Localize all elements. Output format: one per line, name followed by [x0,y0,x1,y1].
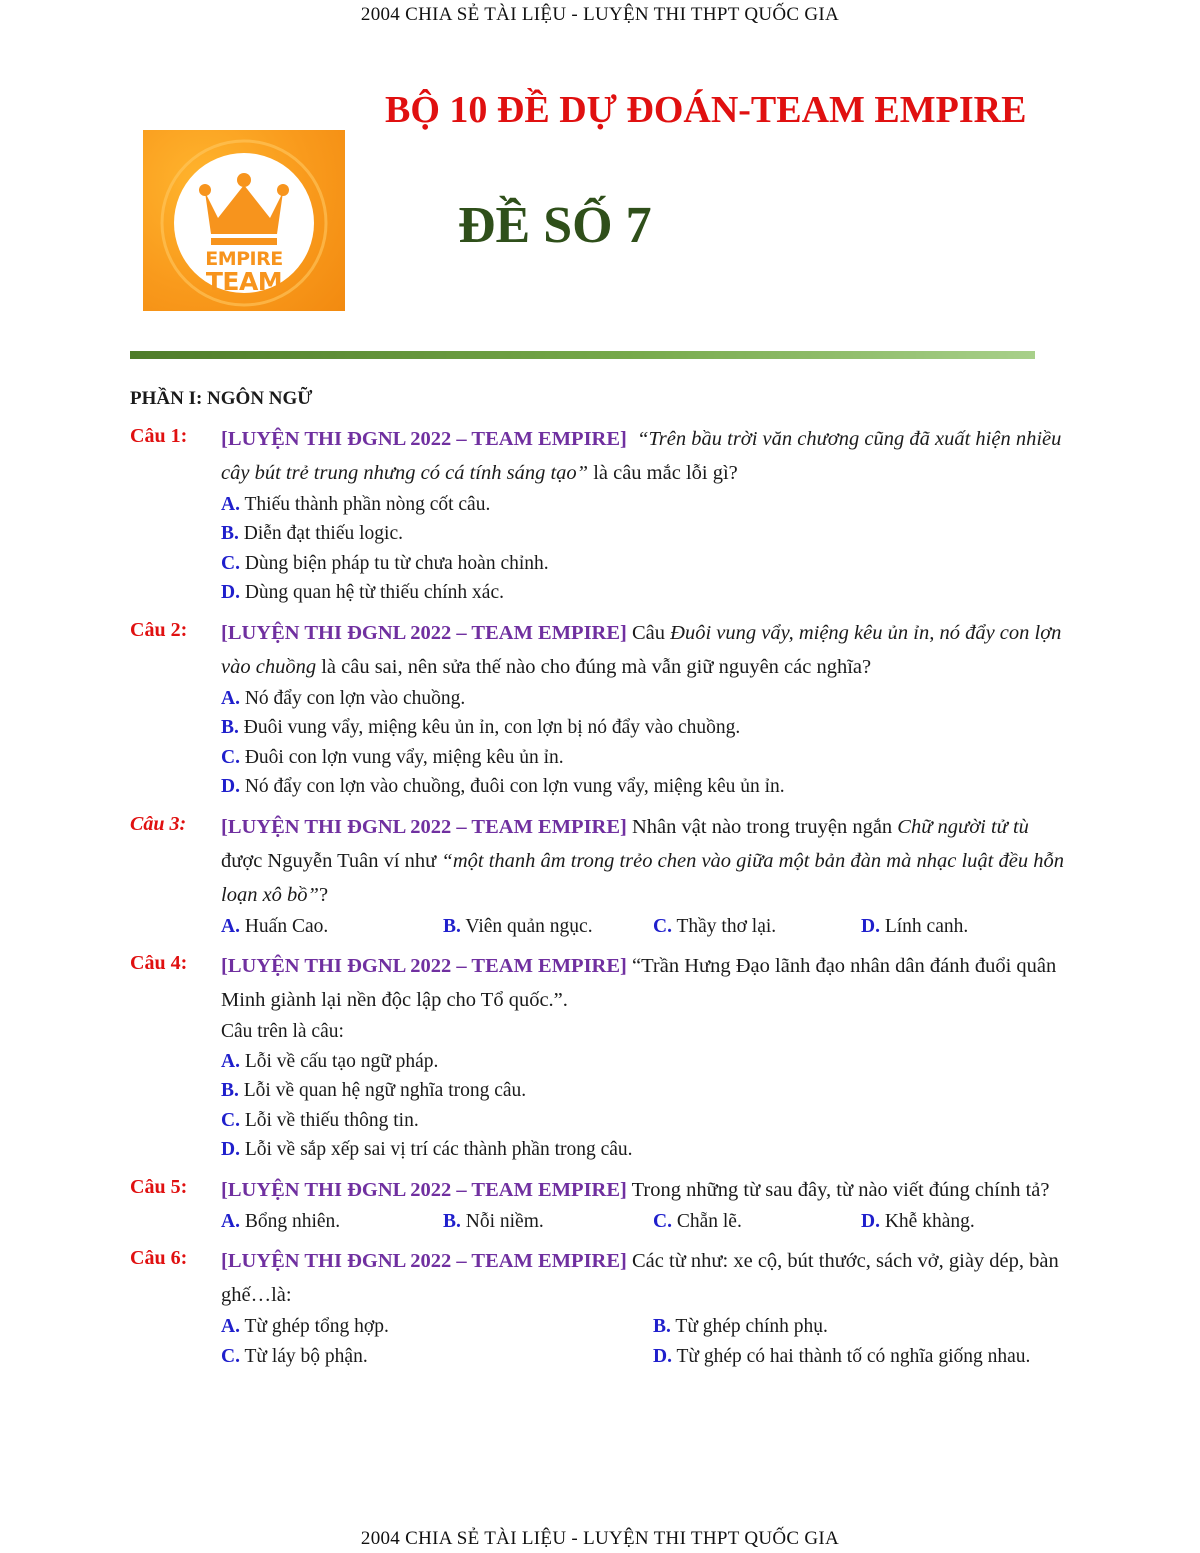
option-a: A. Thiếu thành phần nòng cốt câu. [221,493,491,515]
question-4 [130,949,1075,1165]
option-c: C. Lỗi về thiếu thông tin. [221,1109,419,1131]
question-tag: [LUYỆN THI ĐGNL 2022 – TEAM EMPIRE] [221,815,627,838]
running-header: 2004 CHIA SẺ TÀI LIỆU - LUYỆN THI THPT QUỐC GIA [360,4,840,25]
options-row [221,1207,1075,1237]
exam-number: ĐỀ SỐ 7 [458,197,652,254]
part-heading: PHẦN I: NGÔN NGỮ [130,388,313,409]
option-c: C. Chẵn lẽ. [653,1210,742,1232]
options-row [221,912,1075,942]
option-d: D. Dùng quan hệ từ thiếu chính xác. [221,582,504,603]
exam-content [130,384,1075,1379]
question-text: [LUYỆN THI ĐGNL 2022 – TEAM EMPIRE] Các từ như: xe cộ, bút thước, sách vở, giày dép, bàn ghế…là: [221,1250,1059,1306]
logo-text-team: TEAM [205,267,283,296]
question-5 [130,1173,1075,1237]
option-d: D. Lính canh. [861,915,969,937]
question-tag: [LUYỆN THI ĐGNL 2022 – TEAM EMPIRE] [221,621,627,644]
option-d: D. Nó đẩy con lợn vào chuồng, đuôi con lợn vung vẩy, miệng kêu ủn ỉn. [221,776,785,797]
question-text: [LUYỆN THI ĐGNL 2022 – TEAM EMPIRE] “Trên bầu trời văn chương cũng đã xuất hiện nhiều cây bút trẻ trung nhưng có cá tính sáng tạo” là câu mắc lỗi gì? [221,427,1062,484]
option-c: C. Từ láy bộ phận. [221,1345,368,1367]
question-1 [130,422,1075,608]
question-label: Câu 2: [130,618,188,641]
question-label: Câu 6: [130,1247,188,1269]
document-title: BỘ 10 ĐỀ DỰ ĐOÁN-TEAM EMPIRE [385,89,1027,131]
option-c: C. Thầy thơ lại. [653,915,777,937]
option-c: C. Đuôi con lợn vung vẩy, miệng kêu ủn ỉn. [221,746,564,768]
option-b: B. Đuôi vung vẩy, miệng kêu ủn ỉn, con lợn bị nó đẩy vào chuồng. [221,717,741,738]
question-label: Câu 4: [130,952,188,974]
question-label: Câu 3: [130,812,187,835]
question-text: [LUYỆN THI ĐGNL 2022 – TEAM EMPIRE] Nhân vật nào trong truyện ngắn Chữ người tử tù được Nguyễn Tuân ví như “một thanh âm trong trẻo chen vào giữa một bản đàn mà nhạc luật đều hỗn loạn xô bồ”? [221,815,1064,906]
option-a: A. Bổng nhiên. [221,1210,341,1232]
question-3 [130,810,1075,942]
running-footer: 2004 CHIA SẺ TÀI LIỆU - LUYỆN THI THPT QUỐC GIA [360,1528,840,1549]
option-d: D. Từ ghép có hai thành tố có nghĩa giống nhau. [653,1345,1031,1367]
question-tag: [LUYỆN THI ĐGNL 2022 – TEAM EMPIRE] [221,1250,627,1272]
question-text: [LUYỆN THI ĐGNL 2022 – TEAM EMPIRE] Câu Đuôi vung vẩy, miệng kêu ủn ỉn, nó đẩy con lợn vào chuồng là câu sai, nên sửa thế nào cho đúng mà vẫn giữ nguyên các nghĩa? [221,621,1062,678]
question-prompt: Câu trên là câu: [221,1021,344,1042]
option-b: B. Từ ghép chính phụ. [653,1316,828,1337]
question-label: Câu 5: [130,1175,188,1198]
question-text: [LUYỆN THI ĐGNL 2022 – TEAM EMPIRE] “Trần Hưng Đạo lãnh đạo nhân dân đánh đuổi quân Minh giành lại nền độc lập cho Tổ quốc.”. [221,955,1057,1011]
divider-rule [130,351,1035,359]
question-tag: [LUYỆN THI ĐGNL 2022 – TEAM EMPIRE] [221,427,627,450]
question-tag: [LUYỆN THI ĐGNL 2022 – TEAM EMPIRE] [221,1178,627,1201]
option-b: B. Nỗi niềm. [443,1210,544,1232]
option-c: C. Dùng biện pháp tu từ chưa hoàn chỉnh. [221,552,549,574]
option-d: D. Khễ khàng. [861,1210,975,1232]
options-row [221,1312,1075,1342]
option-a: A. Lỗi về cấu tạo ngữ pháp. [221,1050,439,1072]
question-tag: [LUYỆN THI ĐGNL 2022 – TEAM EMPIRE] [221,955,627,977]
option-a: A. Huấn Cao. [221,915,329,937]
question-text: [LUYỆN THI ĐGNL 2022 – TEAM EMPIRE] Trong những từ sau đây, từ nào viết đúng chính tả? [221,1178,1050,1201]
option-b: B. Diễn đạt thiếu logic. [221,523,403,544]
options-row [221,1342,1075,1372]
question-6 [130,1244,1075,1371]
option-b: B. Lỗi về quan hệ ngữ nghĩa trong câu. [221,1080,527,1101]
option-a: A. Từ ghép tổng hợp. [221,1316,389,1337]
question-label: Câu 1: [130,424,188,447]
empire-team-logo [143,130,345,311]
option-d: D. Lỗi về sắp xếp sai vị trí các thành phần trong câu. [221,1139,633,1160]
option-a: A. Nó đẩy con lợn vào chuồng. [221,687,466,709]
question-2 [130,616,1075,802]
logo-text-empire: EMPIRE [205,248,283,270]
option-b: B. Viên quản ngục. [443,915,593,937]
